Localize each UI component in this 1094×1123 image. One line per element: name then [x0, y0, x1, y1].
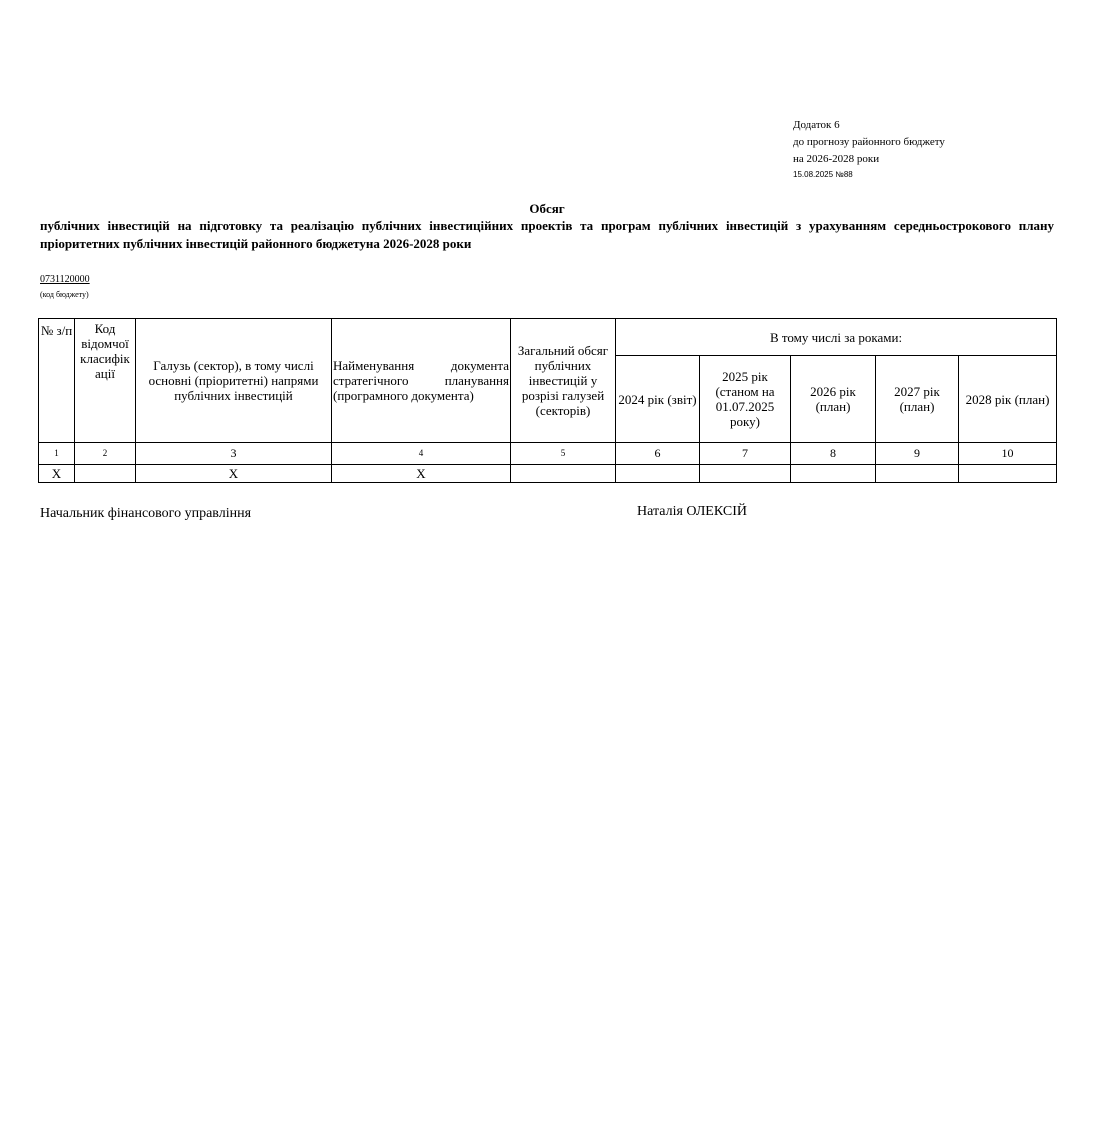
header-by-years: В тому числі за роками:: [616, 319, 1057, 356]
table-cell: [616, 465, 700, 483]
column-number: 7: [700, 443, 791, 465]
document-subtitle: публічних інвестицій на підготовку та реалізацію публічних інвестиційних проектів та програм публічних інвестицій з урахуванням середньострокового плану пріоритетних публічних інвестицій районного бюджетуна 2026-2028 роки: [40, 218, 1054, 251]
table-cell: Х: [39, 465, 75, 483]
header-year-2026: 2026 рік (план): [791, 356, 876, 443]
column-number: 6: [616, 443, 700, 465]
table-row: [39, 465, 1057, 483]
table-cell: [959, 465, 1057, 483]
table-cell: Х: [136, 465, 332, 483]
column-number: 2: [75, 443, 136, 465]
column-number: 5: [511, 443, 616, 465]
header-document: Найменування документа стратегічного планування (програмного документа): [332, 319, 511, 443]
table-cell: [700, 465, 791, 483]
header-year-2028: 2028 рік (план): [959, 356, 1057, 443]
budget-code-caption: (код бюджету): [40, 290, 89, 299]
table-cell: [876, 465, 959, 483]
annex-reference: до прогнозу районного бюджету: [793, 136, 945, 148]
table-cell: Х: [332, 465, 511, 483]
annex-period: на 2026-2028 роки: [793, 153, 880, 165]
column-number: 10: [959, 443, 1057, 465]
signatory-position: Начальник фінансового управління: [40, 506, 252, 521]
budget-code: 0731120000: [40, 274, 90, 285]
annex-number: Додаток 6: [793, 119, 840, 131]
header-total: Загальний обсяг публічних інвестицій у розрізі галузей (секторів): [511, 319, 616, 443]
column-number: 1: [39, 443, 75, 465]
table-cell: [511, 465, 616, 483]
annex-block: [793, 117, 945, 182]
header-year-2025: 2025 рік (станом на 01.07.2025 року): [700, 356, 791, 443]
document-title: Обсяг: [529, 201, 565, 216]
header-number: № з/п: [39, 319, 75, 443]
header-sector: Галузь (сектор), в тому числі основні (пріоритетні) напрями публічних інвестицій: [136, 319, 332, 443]
signatory-name: Наталія ОЛЕКСІЙ: [637, 504, 747, 519]
investment-table: [38, 318, 1057, 483]
annex-date: 15.08.2025 №88: [793, 170, 853, 179]
column-number: 9: [876, 443, 959, 465]
header-code: Код відомчої класифік ації: [75, 319, 136, 443]
header-year-2027: 2027 рік (план): [876, 356, 959, 443]
table-cell: [791, 465, 876, 483]
table-cell: [75, 465, 136, 483]
column-number: 4: [332, 443, 511, 465]
header-year-2024: 2024 рік (звіт): [616, 356, 700, 443]
column-number: 3: [136, 443, 332, 465]
column-number: 8: [791, 443, 876, 465]
